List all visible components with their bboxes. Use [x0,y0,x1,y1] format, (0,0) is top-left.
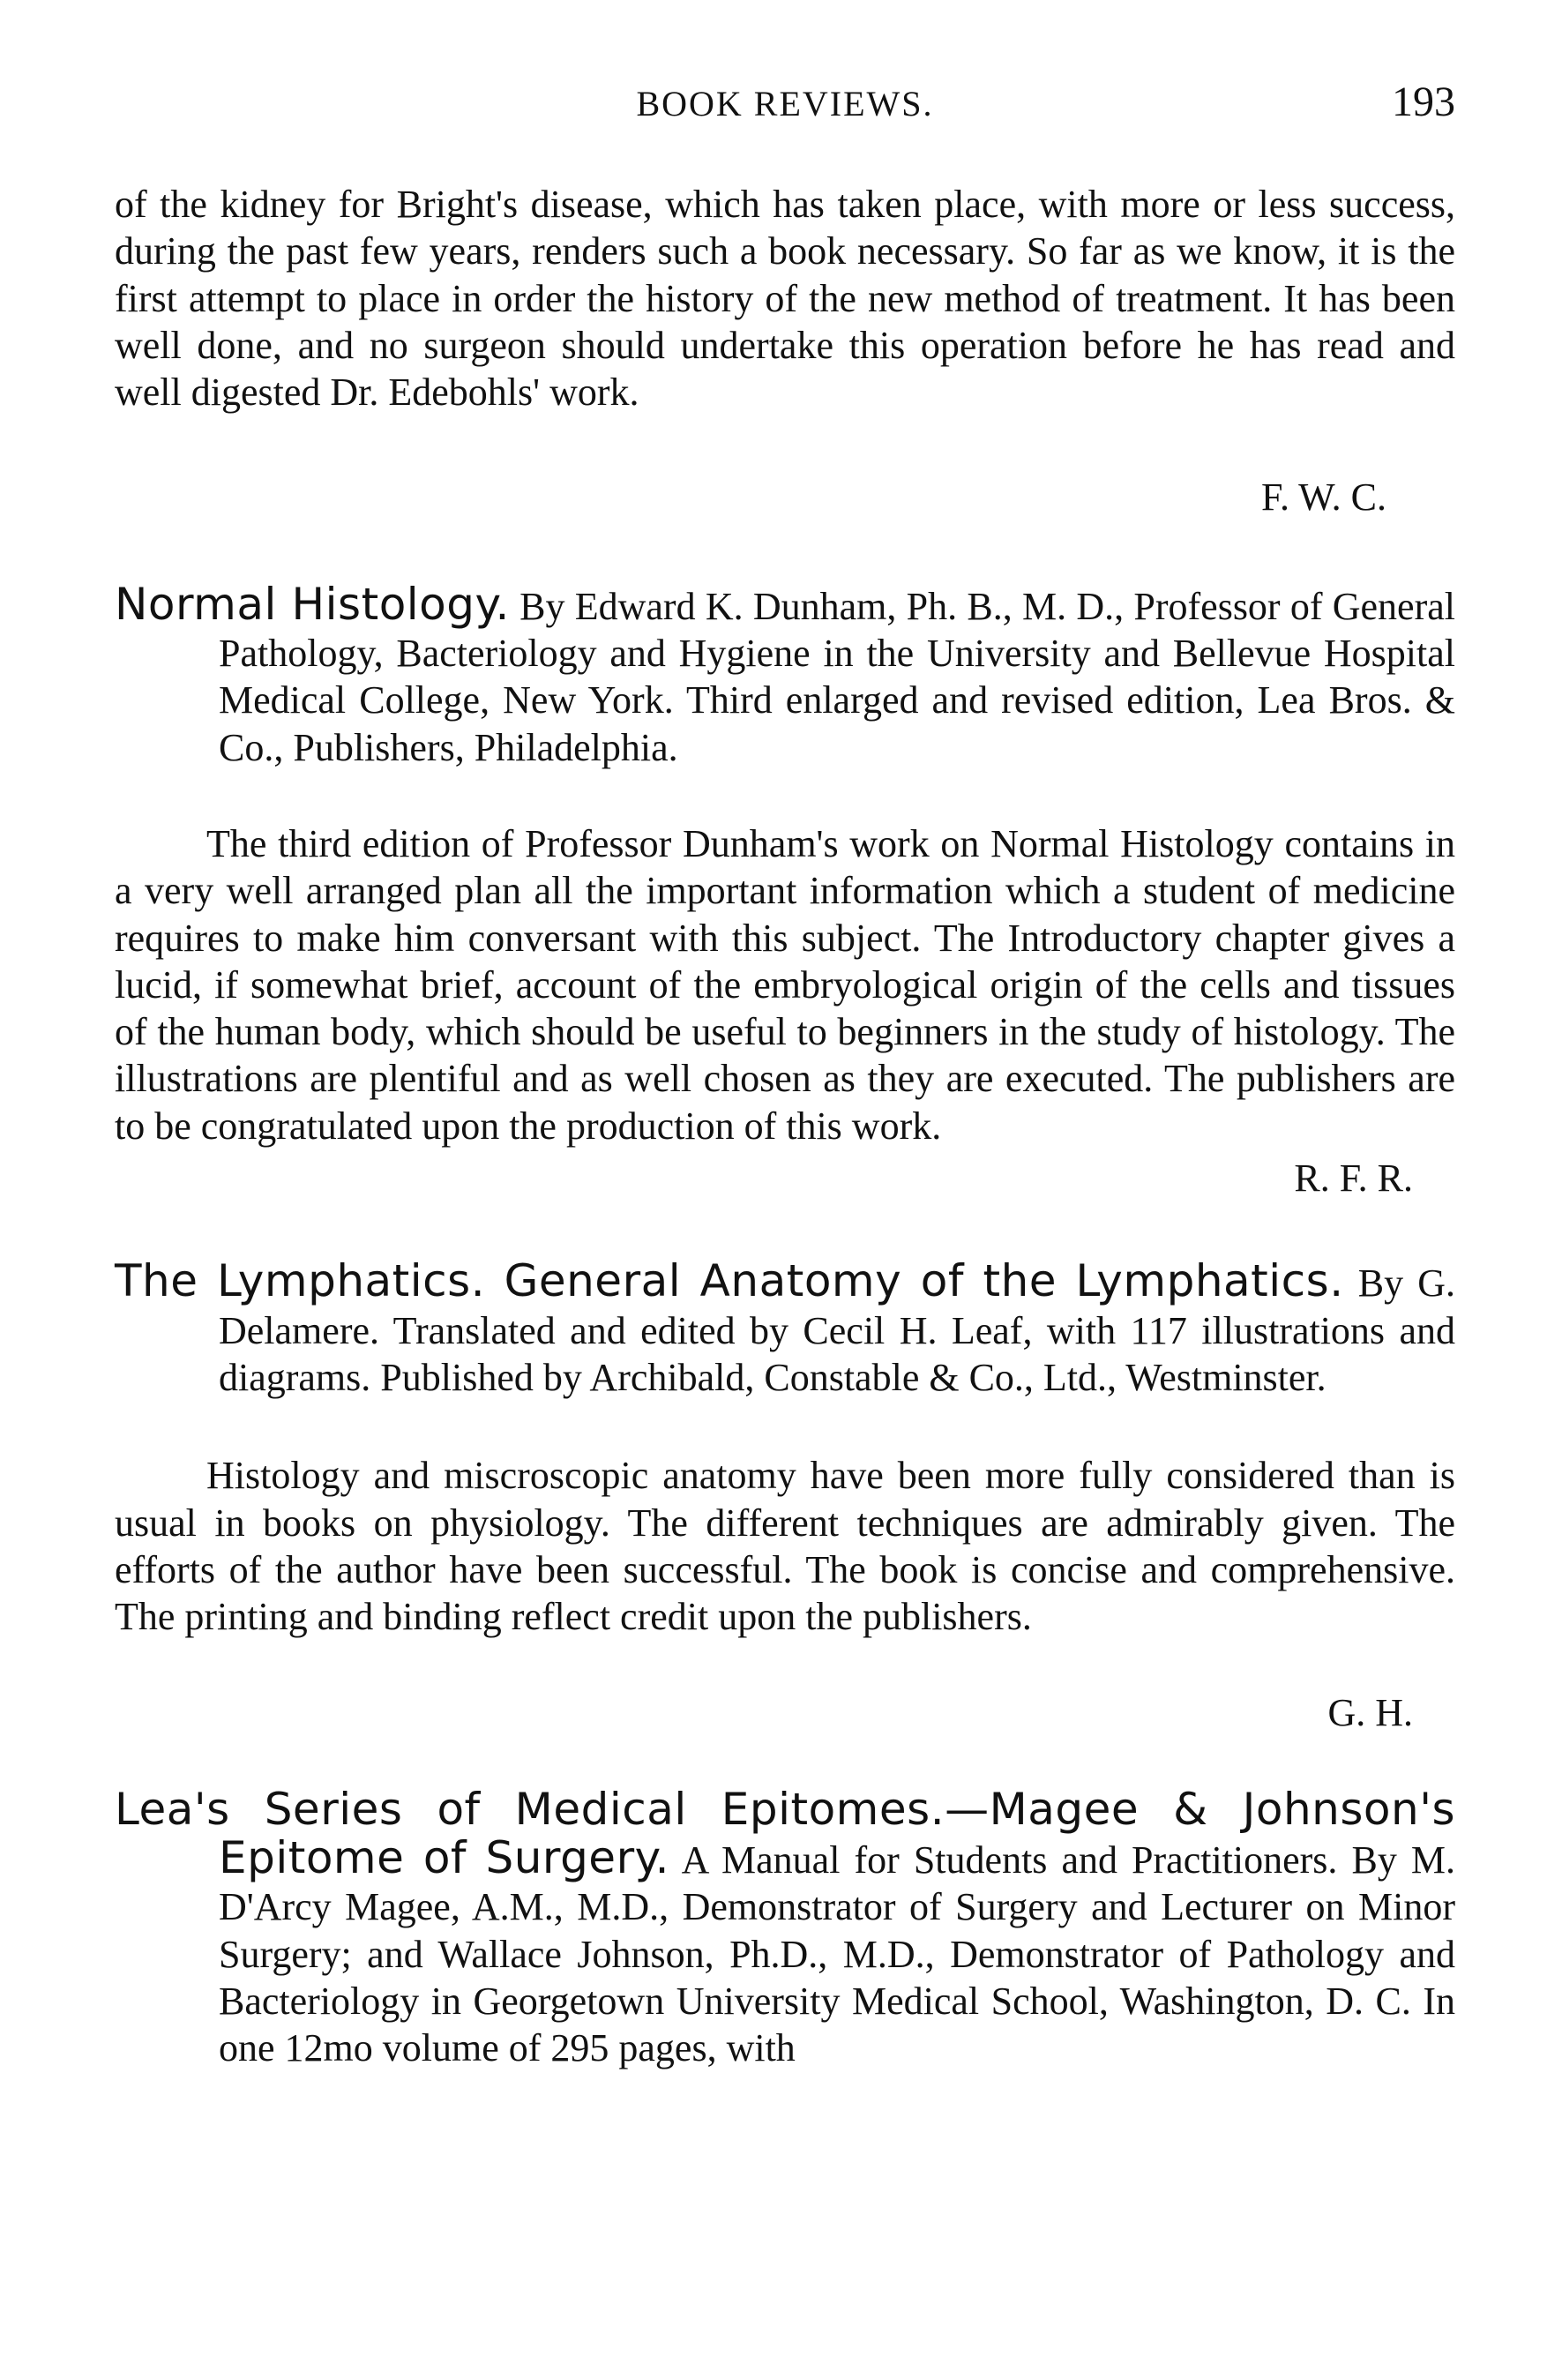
running-head [115,69,1455,131]
page-number: 193 [1392,79,1455,125]
continued-review-text: of the kidney for Bright's disease, which has taken place, with more or less success, during the past few years, renders such a book necessary. So far as we know, it is the first attempt to place in order the history of the new method of treatment. It has been well done, and no surgeon should undertake this operation before he has read and well digested Dr. Edebohls' work. [115,183,1455,415]
review-entry-normal-histology [115,578,1455,771]
review-signature: F. W. C. [1261,475,1386,520]
review-signature: R. F. R. [1294,1156,1413,1201]
review-citation: By Edward K. Dunham, Ph. B., M. D., Professor of General Pathology, Bacteriology and Hygiene in the University and Bellevue Hospital Medical College, New York. Third enlarged and revised edition, Lea Bros. & Co., Publishers, Philadelphia. [219,584,1455,769]
review-title: Normal Histology. [115,578,510,630]
review-citation: By G. Delamere. Translated and edited by Cecil H. Leaf, with 117 illustrations and diagrams. Published by Archibald, Constable & Co., Ltd., Westminster. [219,1261,1456,1399]
review-body: Histology and miscroscopic anatomy have been more fully considered than is usual in books on physiology. The different techniques are admirably given. The efforts of the author have been successful. The book is concise and comprehensive. The printing and binding reflect credit upon the publishers. [115,1454,1455,1639]
review-body: The third edition of Professor Dunham's work on Normal Histology contains in a very well arranged plan all the important information which a student of medicine requires to make him conversant with this subject. The Introductory chapter gives a lucid, if somewhat brief, account of the embryological origin of the cells and tissues of the human body, which should be useful to beginners in the study of histology. The illustrations are plentiful and as well chosen as they are executed. The publishers are to be congratulated upon the production of this work. [115,821,1455,1148]
review-title: The Lymphatics. General Anatomy of the Lymphatics. [115,1255,1344,1307]
review-signature: G. H. [1327,1691,1413,1735]
page-content [115,181,1455,2072]
review-title: Lea's Series of Medical Epitomes.—Magee & Johnson's Epitome of Surgery. [115,1783,1455,1884]
running-title: BOOK REVIEWS. [636,84,934,123]
review-entry-epitome-of-surgery [115,1783,1456,2072]
review-citation: A Manual for Students and Practitioners. By M. D'Arcy Magee, A.M., M.D., Demonstrator of Surgery and Lecturer on Minor Surgery; and Wallace Johnson, Ph.D., M.D., Demonstrator of Pathology and Bacteriology in Georgetown University Medical School, Washington, D. C. In one 12mo volume of 295 pages, with [219,1838,1456,2070]
review-entry-lymphatics [115,1255,1456,1401]
